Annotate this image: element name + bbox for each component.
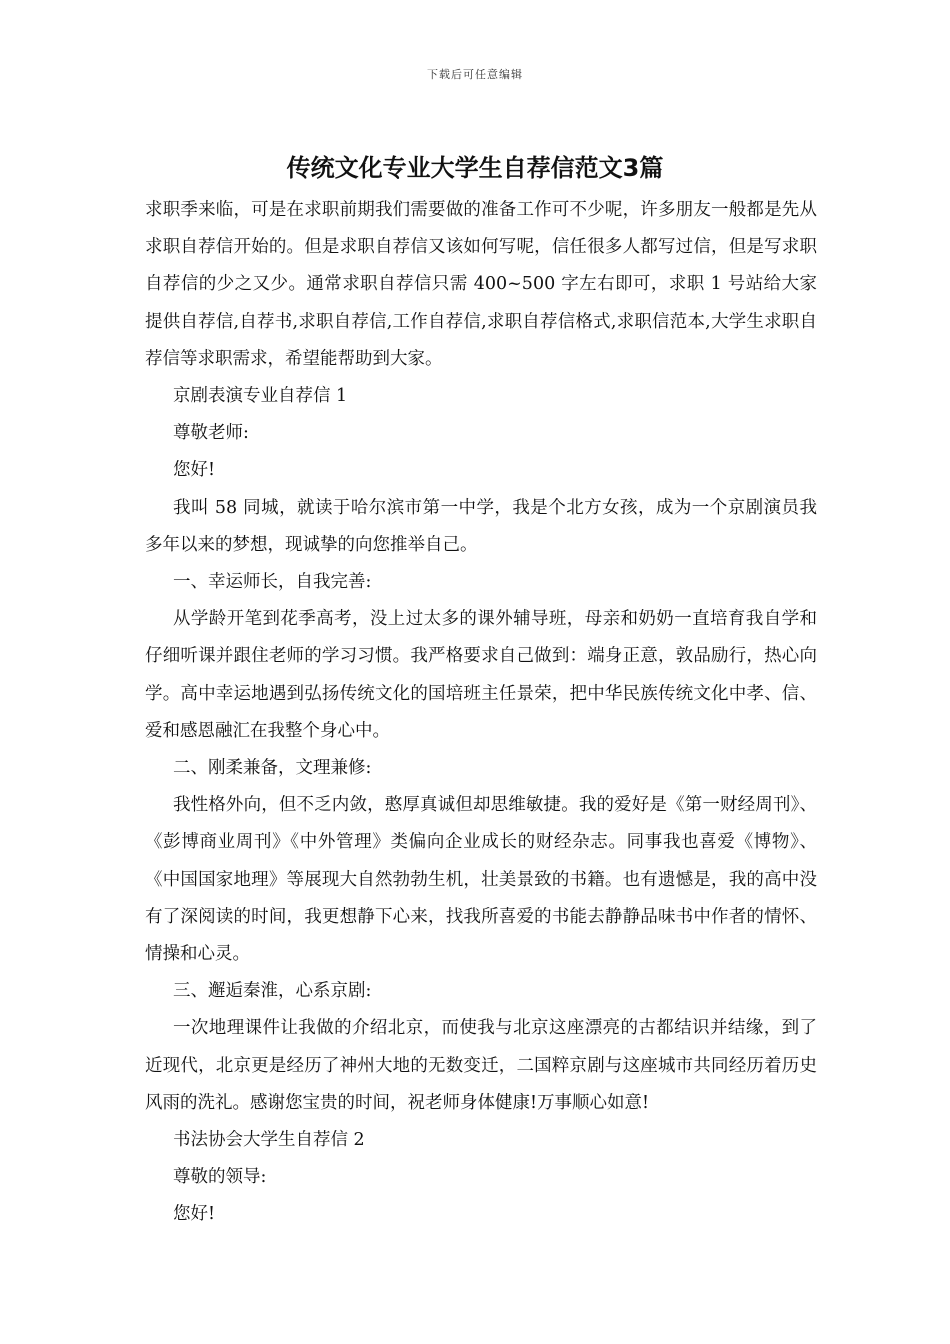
paragraph-section3-heading: 三、邂逅秦淮，心系京剧: (173, 981, 372, 1002)
paragraph-intro: 求职季来临，可是在求职前期我们需要做的准备工作可不少呢，许多朋友一般都是先从求职自荐信开始的。但是求职自荐信又该如何写呢，信任很多人都写过信，但是写求职自荐信的少之又少。通常求职自荐信只需 400~500 字左右即可，求职 1 号站给大家提供自荐信,自荐书,求职自荐信,工作自荐信,求职自荐信格式,求职信范本,大学生求职自荐信等求职需求，希望能帮助到大家。 (145, 200, 817, 369)
paragraph-section1-body: 从学龄开笔到花季高考，没上过太多的课外辅导班，母亲和奶奶一直培育我自学和仔细听课并跟住老师的学习习惯。我严格要求自己做到：端身正意，敦品励行，热心向学。高中幸运地遇到弘扬传统文化的国培班主任景荣，把中华民族传统文化中孝、信、爱和感恩融汇在我整个身心中。 (145, 609, 817, 741)
paragraph-letter1-salutation: 尊敬老师: (173, 423, 249, 444)
paragraph-letter2-heading: 书法协会大学生自荐信 2 (173, 1130, 365, 1151)
document-body (145, 192, 817, 1234)
paragraph-letter1-heading: 京剧表演专业自荐信 1 (173, 386, 348, 407)
header-note: 下载后可任意编辑 (427, 68, 523, 81)
paragraph-letter1-intro: 我叫 58 同城，就读于哈尔滨市第一中学，我是个北方女孩，成为一个京剧演员我多年以来的梦想，现诚挚的向您推举自己。 (145, 497, 817, 555)
paragraph-section2-heading: 二、刚柔兼备，文理兼修: (173, 758, 372, 779)
paragraph-letter1-greeting: 您好! (173, 460, 216, 481)
paragraph-section3-body: 一次地理课件让我做的介绍北京，而使我与北京这座漂亮的古都结识并结缘，到了近现代，北京更是经历了神州大地的无数变迁，二国粹京剧与这座城市共同经历着历史风雨的洗礼。感谢您宝贵的时间，祝老师身体健康!万事顺心如意! (145, 1018, 817, 1113)
paragraph-section2-body: 我性格外向，但不乏内敛，憨厚真诚但却思维敏捷。我的爱好是《第一财经周刊》、《彭博商业周刊》《中外管理》类偏向企业成长的财经杂志。同事我也喜爱《博物》、《中国国家地理》等展现大自然勃勃生机，壮美景致的书籍。也有遗憾是，我的高中没有了深阅读的时间，我更想静下心来，找我所喜爱的书能去静静品味书中作者的情怀、情操和心灵。 (145, 795, 817, 965)
paragraph-letter2-salutation: 尊敬的领导: (173, 1167, 267, 1188)
paragraph-section1-heading: 一、幸运师长，自我完善: (173, 572, 372, 593)
document-title: 传统文化专业大学生自荐信范文3篇 (286, 154, 664, 182)
paragraph-letter2-greeting: 您好! (173, 1204, 216, 1225)
